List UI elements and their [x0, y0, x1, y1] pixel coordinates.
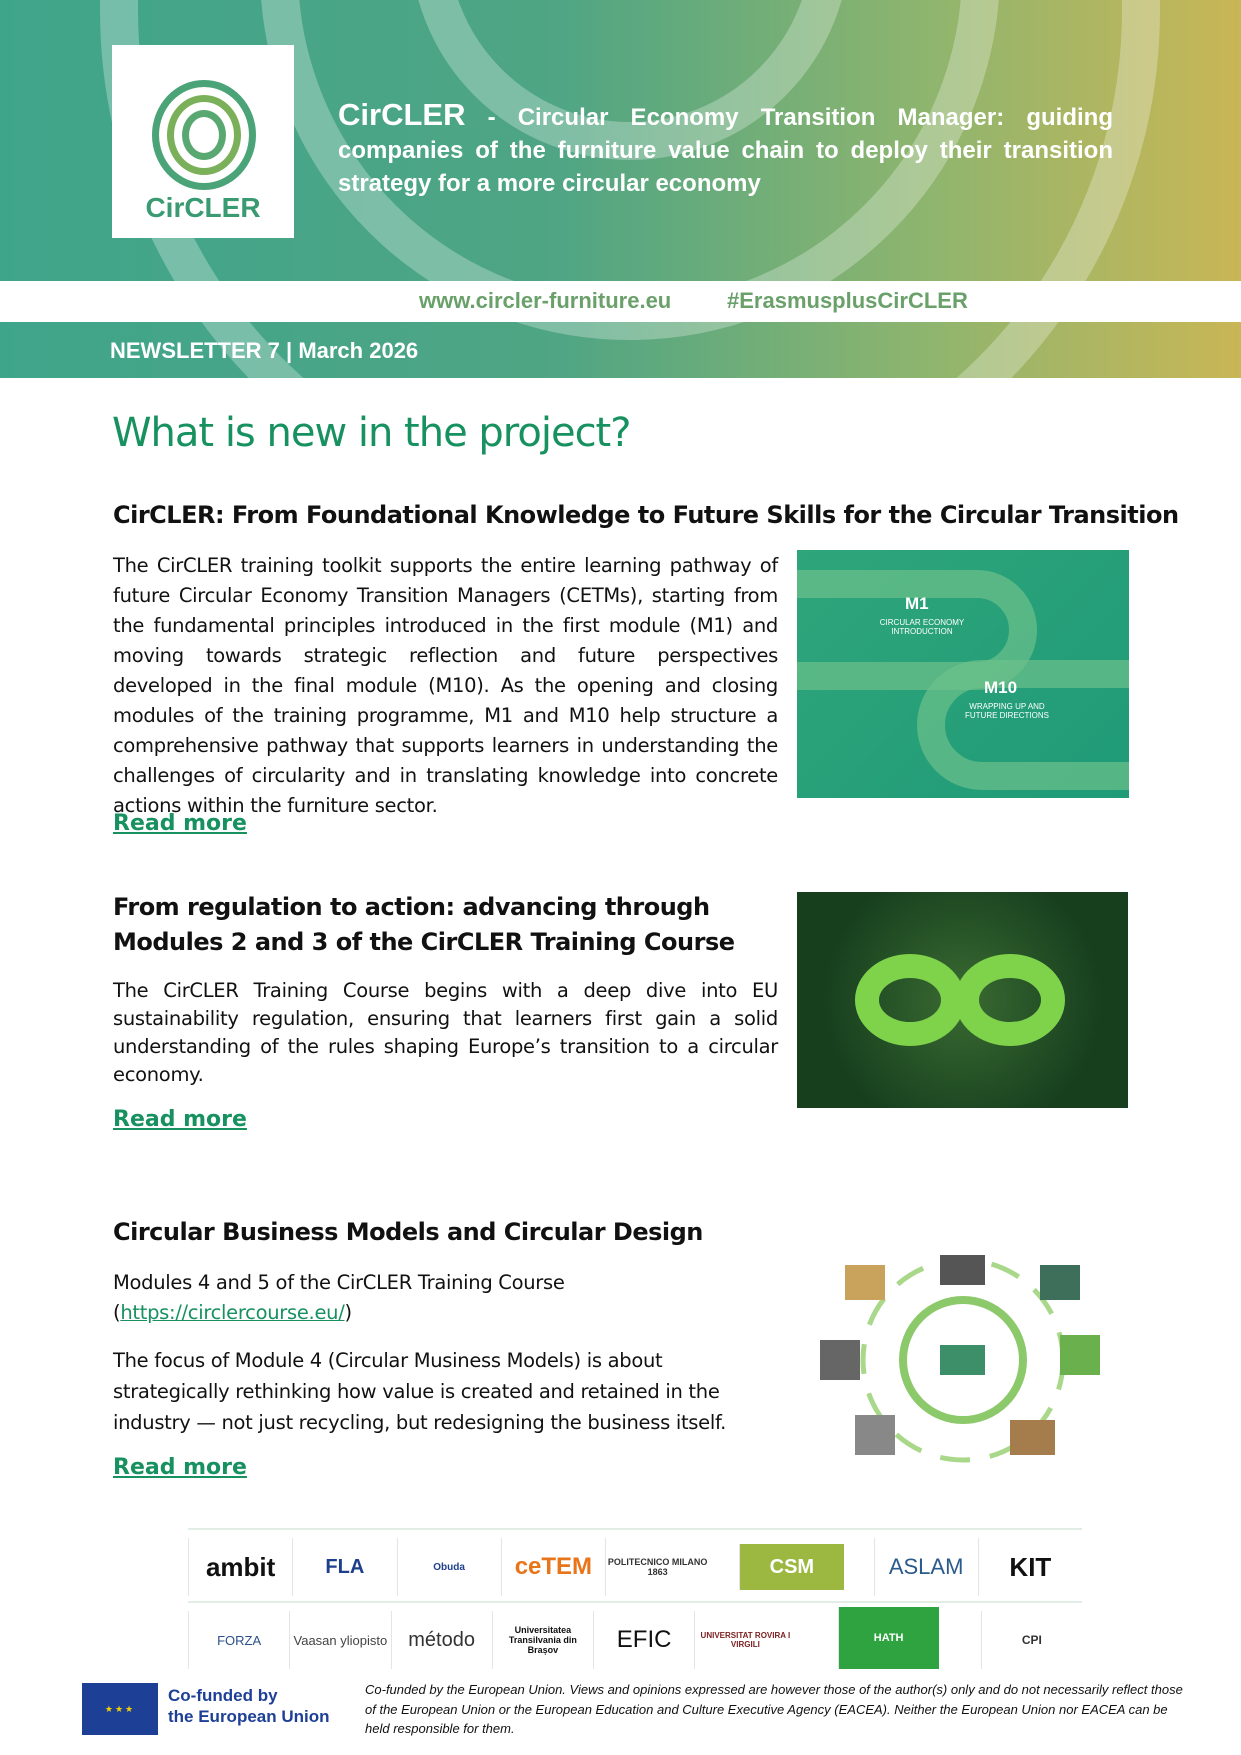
partner-logo: KIT — [978, 1538, 1082, 1596]
partner-logo: Vaasan yliopisto — [289, 1611, 390, 1669]
read-more-link[interactable]: Read more — [113, 811, 247, 836]
newsletter-issue: NEWSLETTER 7 | March 2026 — [110, 338, 419, 363]
partner-logo: Obuda — [397, 1538, 501, 1596]
page-title: What is new in the project? — [112, 410, 631, 456]
article-heading: Circular Business Models and Circular Design — [113, 1218, 703, 1246]
circler-logo: CirCLER — [112, 45, 294, 238]
cofunded-label: Co-funded by the European Union — [168, 1686, 330, 1726]
links-band — [0, 281, 1241, 322]
disclaimer: Co-funded by the European Union. Views and opinions expressed are however those of the author(s) only and do not necessarily reflect those of the European Union or the European Education and Culture Executive Agency (EACEA). Neither the European Union nor EACEA can be held responsible for them. — [365, 1682, 1183, 1736]
header-title: CirCLER - Circular Economy Transition Manager: guiding companies of the furniture value chain to deploy their transition strategy for a more circular economy — [338, 97, 1113, 197]
partner-logo: CSM — [739, 1544, 843, 1590]
partner-logo: método — [391, 1611, 492, 1669]
article-body: The CirCLER Training Course begins with a deep dive into EU sustainability regulation, ensuring that learners first gain a solid understanding of the rules shaping Europe’s transition to a circular economy. — [113, 979, 778, 1086]
article-body: The focus of Module 4 (Circular Musiness Models) is about strategically rethinking how value is created and retained in the industry — not just recycling, but redesigning the business itself. — [113, 1349, 727, 1434]
circular-design-illustration — [815, 1250, 1110, 1470]
spiral-icon — [152, 80, 256, 190]
partner-logo: EFIC — [593, 1611, 694, 1669]
partner-logo: ambit — [188, 1538, 292, 1596]
eu-flag-icon: ★★★ — [82, 1683, 158, 1735]
article-heading: From regulation to action: advancing through Modules 2 and 3 of the CirCLER Training Course — [113, 893, 735, 956]
website-link[interactable]: www.circler-furniture.eu — [419, 288, 672, 313]
course-link[interactable]: https://circlercourse.eu/ — [120, 1301, 345, 1324]
partner-logo: Universitatea Transilvania din Brașov — [492, 1611, 593, 1669]
partner-logos-row-2 — [188, 1601, 1082, 1669]
newsletter-header — [0, 0, 1241, 378]
read-more-link[interactable]: Read more — [113, 1455, 247, 1480]
read-more-link[interactable]: Read more — [113, 1107, 247, 1132]
partner-logos-row-1 — [188, 1528, 1082, 1596]
partner-logo: ceTEM — [501, 1538, 605, 1596]
partner-logo: POLITECNICO MILANO 1863 — [605, 1538, 709, 1596]
partner-logo: FORZA — [188, 1611, 289, 1669]
partner-logo: HATH — [838, 1607, 939, 1669]
article-heading: CirCLER: From Foundational Knowledge to Future Skills for the Circular Transition — [113, 501, 1179, 529]
modules-image: M1 CIRCULAR ECONOMY INTRODUCTION M10 WRAPPING UP AND FUTURE DIRECTIONS — [797, 550, 1129, 798]
partner-logo: ASLAM — [874, 1538, 978, 1596]
partner-logo: UNIVERSITAT ROVIRA I VIRGILI — [694, 1611, 795, 1669]
article-intro: Modules 4 and 5 of the CirCLER Training Course (https://circlercourse.eu/) — [113, 1271, 565, 1324]
partner-logo: FLA — [292, 1538, 396, 1596]
hashtag: #ErasmusplusCirCLER — [727, 288, 968, 313]
partner-logo: CPI — [981, 1611, 1082, 1669]
infinity-forest-image — [797, 892, 1128, 1108]
article-body: The CirCLER training toolkit supports the entire learning pathway of future Circular Economy Transition Managers (CETMs), starting from the fundamental principles introduced in the first module (M1) and moving towards strategic reflection and future perspectives developed in the final module (M10). As the opening and closing modules of the training programme, M1 and M10 help structure a comprehensive pathway that supports learners in understanding the challenges of circularity and in translating knowledge into concrete actions within the furniture sector. — [113, 554, 778, 817]
